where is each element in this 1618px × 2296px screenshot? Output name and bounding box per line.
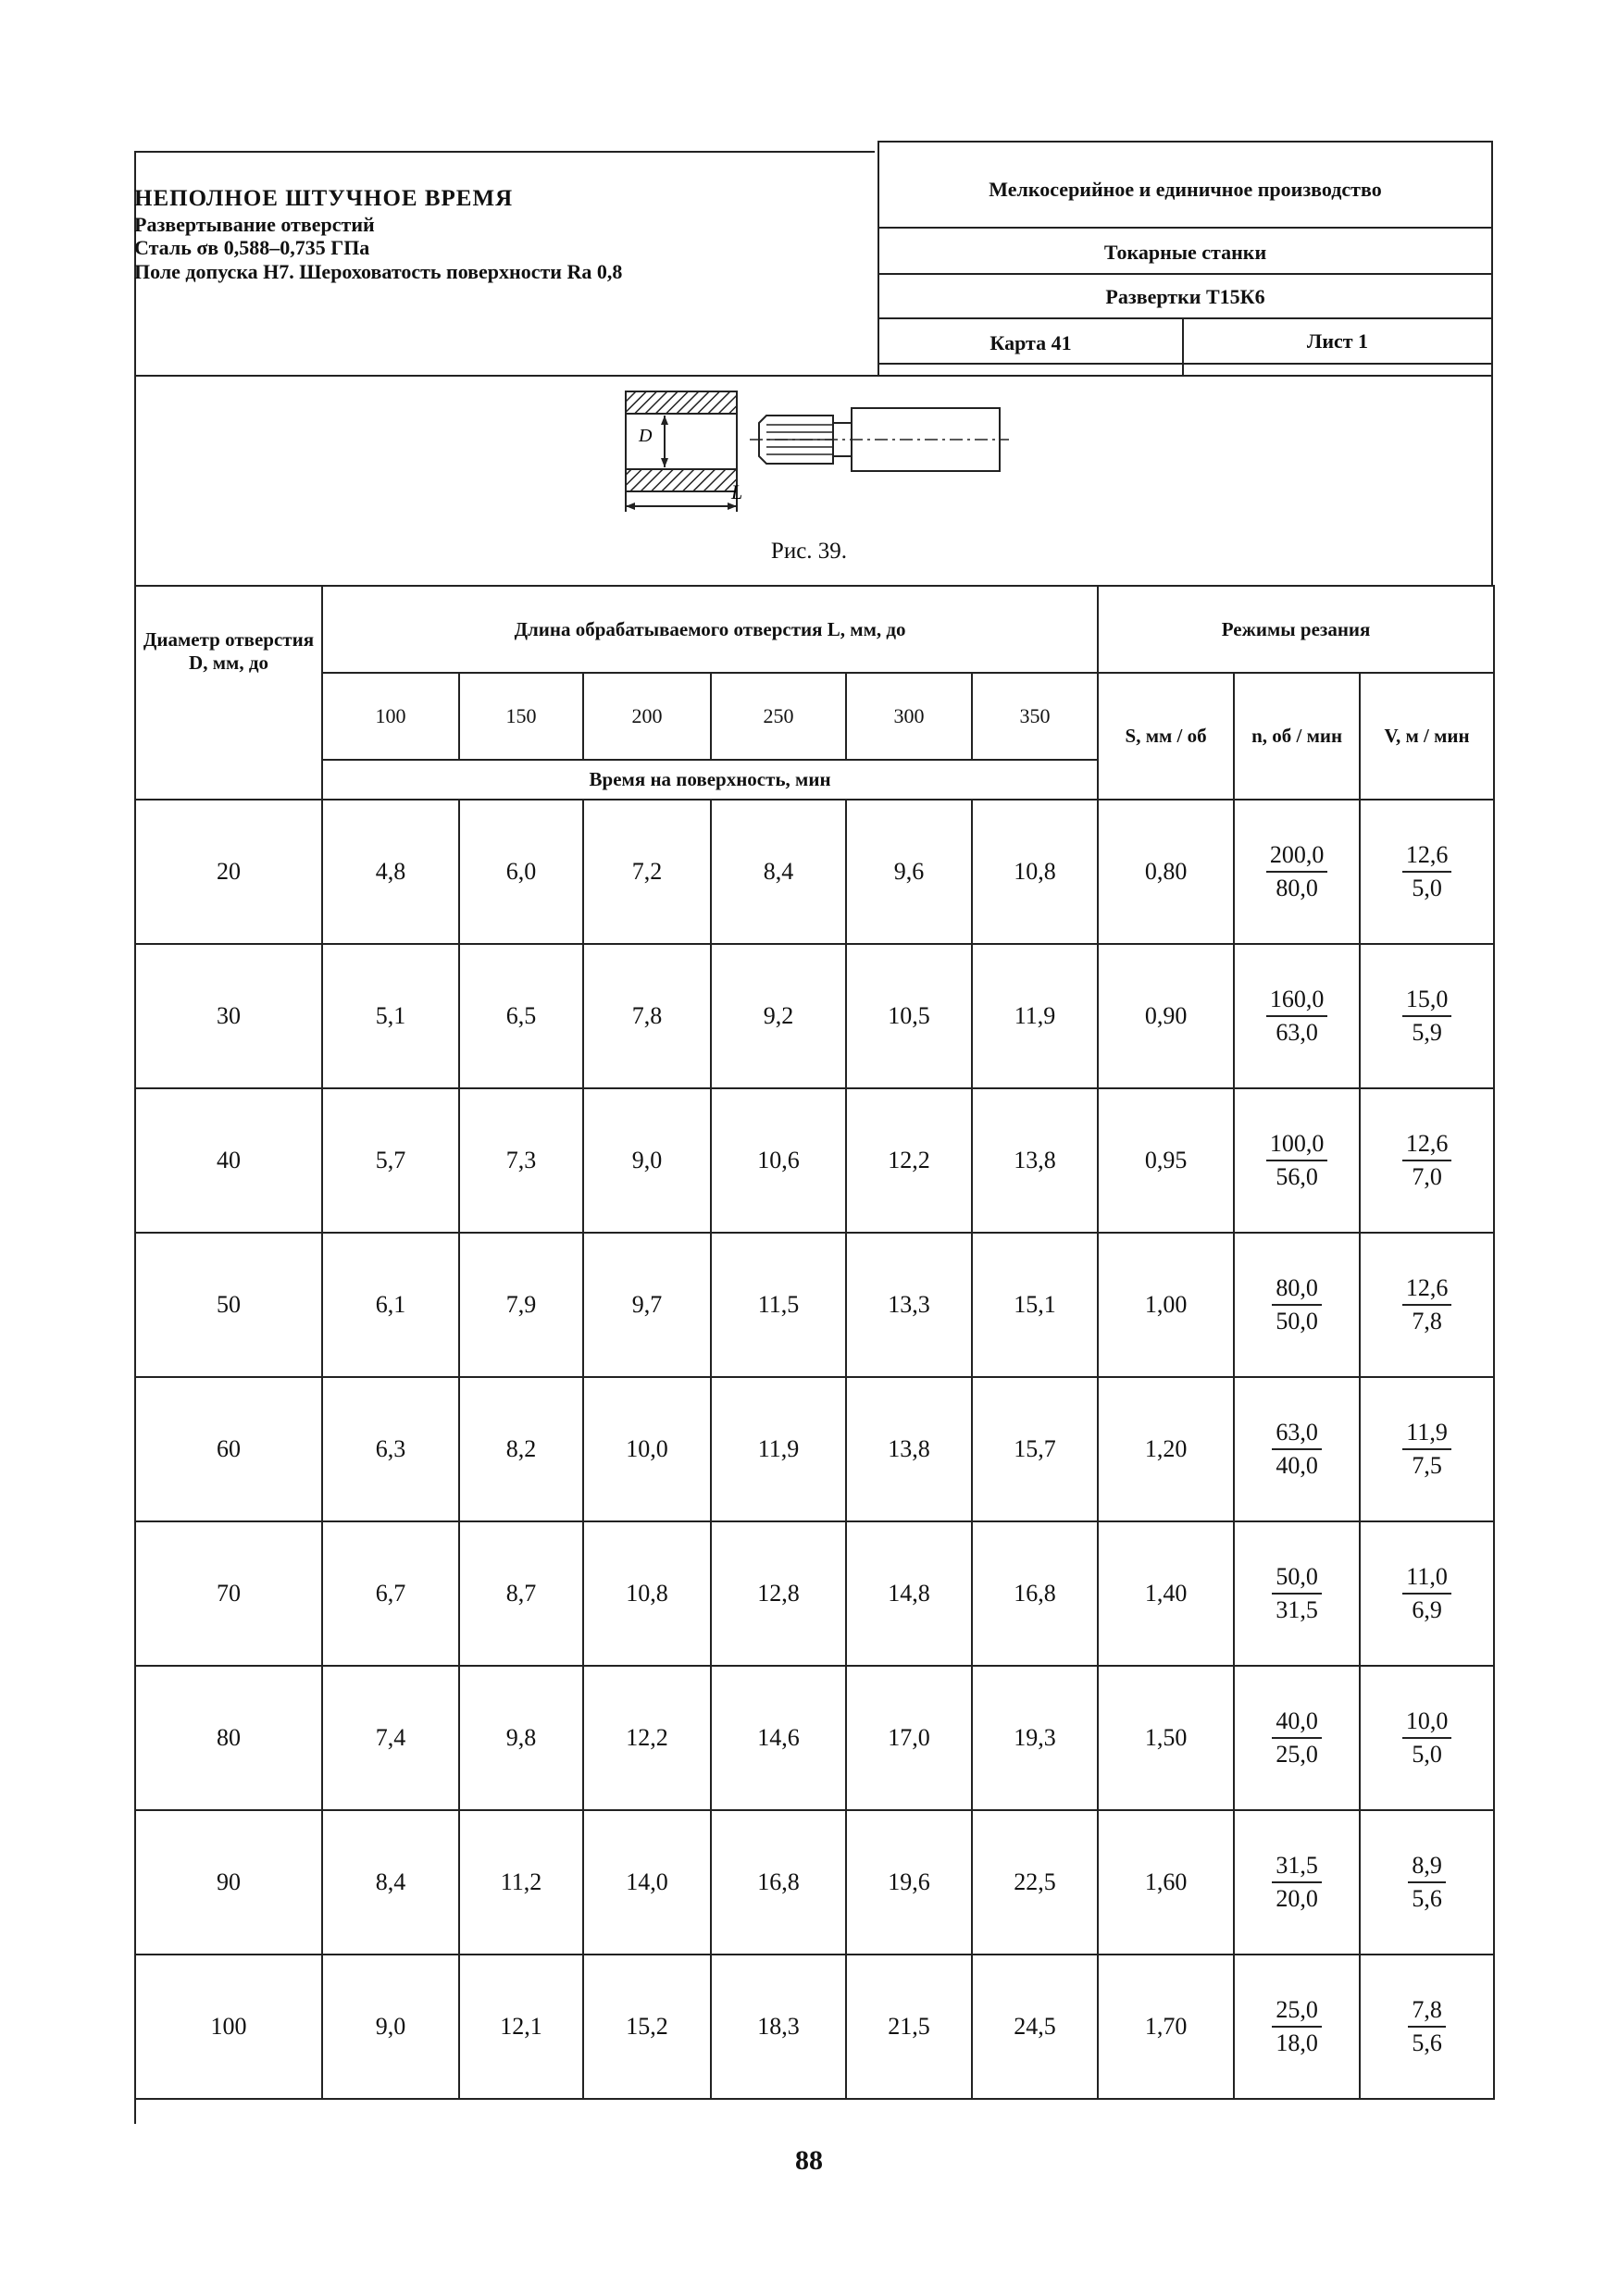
- time-cell: 9,7: [583, 1233, 711, 1377]
- length-250: 250: [711, 673, 846, 760]
- fraction: [1408, 1996, 1446, 2057]
- fraction-denominator: 5,0: [1412, 1740, 1442, 1768]
- fraction: [1272, 1852, 1322, 1913]
- length-100: 100: [322, 673, 459, 760]
- frame-top-right-line: [877, 141, 1493, 143]
- rpm-cell: [1234, 1521, 1360, 1666]
- time-cell: 8,4: [711, 800, 846, 944]
- feed-cell: 1,00: [1098, 1233, 1234, 1377]
- fraction: [1402, 1130, 1452, 1191]
- table-row: [135, 1955, 1494, 2099]
- time-cell: 24,5: [972, 1955, 1098, 2099]
- fraction-denominator: 50,0: [1276, 1307, 1318, 1334]
- feed-cell: 1,20: [1098, 1377, 1234, 1521]
- time-cell: 18,3: [711, 1955, 846, 2099]
- header-right-line-2: [877, 273, 1493, 275]
- diameter-cell: 20: [135, 800, 322, 944]
- col-header-modes: Режимы резания: [1098, 586, 1494, 673]
- time-cell: 9,0: [583, 1088, 711, 1233]
- time-cell: 10,8: [972, 800, 1098, 944]
- frame-top-left-line: [134, 151, 875, 153]
- fraction-denominator: 5,6: [1412, 1884, 1442, 1912]
- time-cell: 14,8: [846, 1521, 972, 1666]
- fraction-numerator: 63,0: [1272, 1419, 1322, 1450]
- feed-cell: 0,95: [1098, 1088, 1234, 1233]
- fraction-numerator: 80,0: [1272, 1274, 1322, 1306]
- time-cell: 10,8: [583, 1521, 711, 1666]
- time-cell: 6,3: [322, 1377, 459, 1521]
- time-cell: 14,6: [711, 1666, 846, 1810]
- fraction-denominator: 5,6: [1412, 2029, 1442, 2056]
- rpm-cell: [1234, 1810, 1360, 1955]
- fraction-denominator: 7,0: [1412, 1162, 1442, 1190]
- fraction: [1402, 1563, 1451, 1624]
- time-cell: 6,5: [459, 944, 583, 1088]
- table-row: [135, 1521, 1494, 1666]
- fraction: [1266, 986, 1328, 1047]
- diameter-cell: 50: [135, 1233, 322, 1377]
- speed-cell: [1360, 1955, 1494, 2099]
- page-number: 88: [795, 2145, 823, 2176]
- time-cell: 4,8: [322, 800, 459, 944]
- header-sheet: Лист 1: [1306, 329, 1369, 353]
- col-header-v: V, м / мин: [1360, 673, 1494, 800]
- fraction-numerator: 160,0: [1266, 986, 1328, 1017]
- header-right-line-3: [877, 317, 1493, 319]
- fraction-numerator: 25,0: [1272, 1996, 1322, 2028]
- time-cell: 11,9: [711, 1377, 846, 1521]
- figure-caption: Рис. 39.: [770, 539, 848, 564]
- time-cell: 9,0: [322, 1955, 459, 2099]
- header-right-line-4: [877, 363, 1493, 365]
- table-row: [135, 1810, 1494, 1955]
- fraction: [1272, 1563, 1322, 1624]
- fraction-numerator: 12,6: [1402, 841, 1452, 873]
- fraction-numerator: 40,0: [1272, 1707, 1322, 1739]
- time-cell: 8,7: [459, 1521, 583, 1666]
- time-cell: 9,6: [846, 800, 972, 944]
- fraction: [1402, 986, 1452, 1047]
- time-cell: 6,1: [322, 1233, 459, 1377]
- fraction-denominator: 80,0: [1276, 874, 1318, 901]
- fraction-numerator: 12,6: [1402, 1274, 1452, 1306]
- speed-cell: [1360, 1377, 1494, 1521]
- speed-cell: [1360, 1521, 1494, 1666]
- rpm-cell: [1234, 1955, 1360, 2099]
- length-150: 150: [459, 673, 583, 760]
- time-cell: 13,3: [846, 1233, 972, 1377]
- header-tolerance: Поле допуска Н7. Шероховатость поверхности Ra 0,8: [134, 260, 623, 284]
- time-cell: 13,8: [972, 1088, 1098, 1233]
- diameter-cell: 90: [135, 1810, 322, 1955]
- diameter-cell: 100: [135, 1955, 322, 2099]
- fraction-numerator: 8,9: [1408, 1852, 1446, 1883]
- frame-header-bottom-line: [134, 375, 1493, 377]
- fraction: [1402, 1707, 1452, 1769]
- col-header-diameter: Диаметр отверстия D, мм, до: [135, 586, 322, 800]
- fraction-denominator: 31,5: [1276, 1595, 1318, 1623]
- fraction-denominator: 18,0: [1276, 2029, 1318, 2056]
- figure-label-l: L: [731, 480, 743, 503]
- header-operation: Развертывание отверстий: [134, 212, 375, 236]
- header-title-block: [134, 185, 875, 284]
- diameter-cell: 60: [135, 1377, 322, 1521]
- col-header-n: n, об / мин: [1234, 673, 1360, 800]
- fraction-denominator: 25,0: [1276, 1740, 1318, 1768]
- time-cell: 14,0: [583, 1810, 711, 1955]
- time-cell: 6,7: [322, 1521, 459, 1666]
- diameter-cell: 70: [135, 1521, 322, 1666]
- time-cell: 15,2: [583, 1955, 711, 2099]
- time-cell: 19,6: [846, 1810, 972, 1955]
- fraction-numerator: 11,9: [1402, 1419, 1451, 1450]
- table-row: [135, 800, 1494, 944]
- fraction: [1272, 1996, 1322, 2057]
- length-350: 350: [972, 673, 1098, 760]
- header-production: Мелкосерийное и единичное производство: [989, 178, 1382, 201]
- time-cell: 12,8: [711, 1521, 846, 1666]
- fraction: [1272, 1274, 1322, 1335]
- fraction: [1272, 1419, 1322, 1480]
- time-cell: 10,6: [711, 1088, 846, 1233]
- header-machines: Токарные станки: [1103, 241, 1267, 264]
- col-header-length: Длина обрабатываемого отверстия L, мм, до: [322, 586, 1098, 673]
- time-cell: 21,5: [846, 1955, 972, 2099]
- time-cell: 9,8: [459, 1666, 583, 1810]
- time-cell: 7,2: [583, 800, 711, 944]
- time-cell: 7,9: [459, 1233, 583, 1377]
- time-cell: 9,2: [711, 944, 846, 1088]
- time-cell: 10,5: [846, 944, 972, 1088]
- fraction: [1266, 1130, 1328, 1191]
- feed-cell: 0,90: [1098, 944, 1234, 1088]
- diameter-cell: 80: [135, 1666, 322, 1810]
- fraction-denominator: 7,5: [1412, 1451, 1442, 1479]
- length-300: 300: [846, 673, 972, 760]
- fraction: [1402, 1419, 1451, 1480]
- col-header-s: S, мм / об: [1098, 673, 1234, 800]
- rpm-cell: [1234, 1666, 1360, 1810]
- speed-cell: [1360, 1088, 1494, 1233]
- fraction-numerator: 11,0: [1402, 1563, 1451, 1595]
- time-cell: 12,2: [583, 1666, 711, 1810]
- header-title: НЕПОЛНОЕ ШТУЧНОЕ ВРЕМЯ: [134, 186, 514, 211]
- time-cell: 10,0: [583, 1377, 711, 1521]
- time-cell: 11,9: [972, 944, 1098, 1088]
- fraction-denominator: 6,9: [1412, 1595, 1442, 1623]
- time-cell: 15,7: [972, 1377, 1098, 1521]
- speed-cell: [1360, 944, 1494, 1088]
- cutting-time-table: [134, 585, 1495, 2100]
- rpm-cell: [1234, 1377, 1360, 1521]
- time-cell: 15,1: [972, 1233, 1098, 1377]
- feed-cell: 0,80: [1098, 800, 1234, 944]
- rpm-cell: [1234, 800, 1360, 944]
- fraction-numerator: 10,0: [1402, 1707, 1452, 1739]
- fraction: [1272, 1707, 1322, 1769]
- rpm-cell: [1234, 1233, 1360, 1377]
- header-card: Карта 41: [989, 331, 1072, 354]
- time-cell: 11,2: [459, 1810, 583, 1955]
- fraction-denominator: 7,8: [1412, 1307, 1442, 1334]
- fraction-denominator: 63,0: [1276, 1018, 1318, 1046]
- feed-cell: 1,50: [1098, 1666, 1234, 1810]
- diameter-cell: 30: [135, 944, 322, 1088]
- feed-cell: 1,40: [1098, 1521, 1234, 1666]
- time-cell: 13,8: [846, 1377, 972, 1521]
- fraction: [1402, 1274, 1452, 1335]
- header-tool: Развертки Т15К6: [1105, 285, 1265, 308]
- time-cell: 12,1: [459, 1955, 583, 2099]
- rpm-cell: [1234, 944, 1360, 1088]
- time-cell: 7,4: [322, 1666, 459, 1810]
- fraction-numerator: 31,5: [1272, 1852, 1322, 1883]
- length-200: 200: [583, 673, 711, 760]
- diameter-cell: 40: [135, 1088, 322, 1233]
- time-cell: 12,2: [846, 1088, 972, 1233]
- time-cell: 7,3: [459, 1088, 583, 1233]
- table-row: [135, 1377, 1494, 1521]
- time-cell: 8,2: [459, 1377, 583, 1521]
- time-cell: 22,5: [972, 1810, 1098, 1955]
- fraction: [1402, 841, 1452, 902]
- fraction-numerator: 12,6: [1402, 1130, 1452, 1161]
- time-cell: 5,1: [322, 944, 459, 1088]
- header-material: Сталь σв 0,588–0,735 ГПа: [134, 236, 370, 260]
- header-right-line-1: [877, 227, 1493, 229]
- fraction-numerator: 7,8: [1408, 1996, 1446, 2028]
- figure-label-d: D: [639, 426, 653, 446]
- fraction: [1266, 841, 1328, 902]
- rpm-cell: [1234, 1088, 1360, 1233]
- fraction-numerator: 50,0: [1272, 1563, 1322, 1595]
- fraction-denominator: 5,0: [1412, 874, 1442, 901]
- time-cell: 8,4: [322, 1810, 459, 1955]
- time-cell: 6,0: [459, 800, 583, 944]
- fraction: [1408, 1852, 1446, 1913]
- speed-cell: [1360, 1666, 1494, 1810]
- fraction-denominator: 40,0: [1276, 1451, 1318, 1479]
- table-row: [135, 1088, 1494, 1233]
- table-row: [135, 1233, 1494, 1377]
- time-cell: 5,7: [322, 1088, 459, 1233]
- fraction-numerator: 15,0: [1402, 986, 1452, 1017]
- feed-cell: 1,70: [1098, 1955, 1234, 2099]
- fraction-numerator: 100,0: [1266, 1130, 1328, 1161]
- col-header-time: Время на поверхность, мин: [322, 760, 1098, 800]
- fraction-denominator: 5,9: [1412, 1018, 1442, 1046]
- time-cell: 17,0: [846, 1666, 972, 1810]
- fraction-denominator: 20,0: [1276, 1884, 1318, 1912]
- fraction-denominator: 56,0: [1276, 1162, 1318, 1190]
- time-cell: 16,8: [972, 1521, 1098, 1666]
- time-cell: 16,8: [711, 1810, 846, 1955]
- speed-cell: [1360, 1233, 1494, 1377]
- table-row: [135, 944, 1494, 1088]
- reamer-figure: [611, 384, 1018, 523]
- time-cell: 19,3: [972, 1666, 1098, 1810]
- table-row: [135, 1666, 1494, 1810]
- time-cell: 11,5: [711, 1233, 846, 1377]
- time-cell: 7,8: [583, 944, 711, 1088]
- speed-cell: [1360, 800, 1494, 944]
- feed-cell: 1,60: [1098, 1810, 1234, 1955]
- fraction-numerator: 200,0: [1266, 841, 1328, 873]
- speed-cell: [1360, 1810, 1494, 1955]
